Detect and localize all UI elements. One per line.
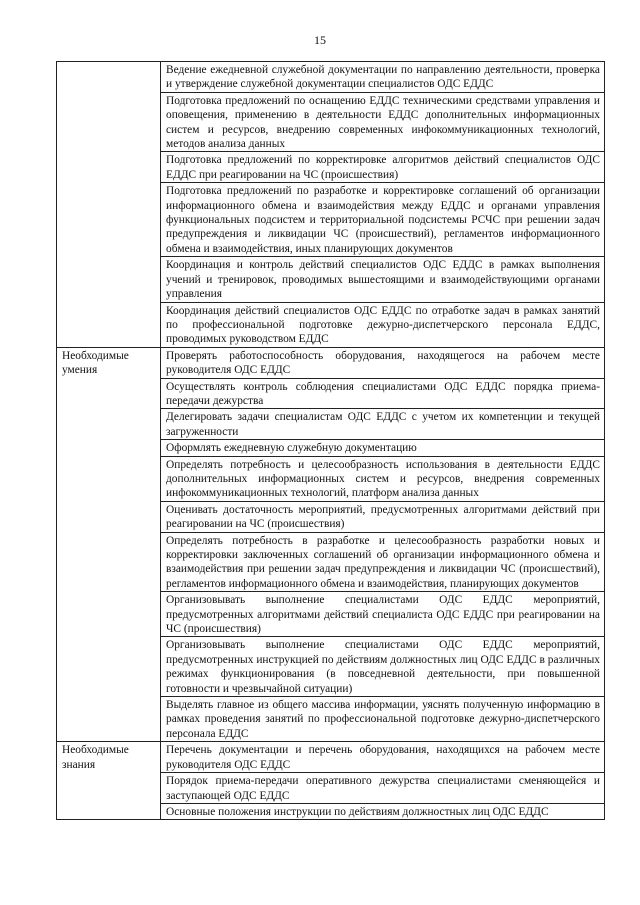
table-row [57, 347, 605, 378]
requirement-text: Организовывать выполнение специалистами ОДС ЕДДС мероприятий, предусмотренных алгоритмами действий специалиста ОДС ЕДДС при реагировании на ЧС (происшествия) [161, 592, 605, 637]
requirement-text: Осуществлять контроль соблюдения специалистами ОДС ЕДДС порядка приема-передачи дежурства [161, 378, 605, 409]
requirement-text: Подготовка предложений по корректировке алгоритмов действий специалистов ОДС ЕДДС при реагировании на ЧС (происшествия) [161, 152, 605, 183]
competency-table [56, 61, 605, 820]
requirement-text: Определять потребность и целесообразность использования в деятельности ЕДДС дополнительных информационных систем и ресурсов, внедрения современных инфокоммуникационных технологий, платформ анализа данных [161, 456, 605, 501]
requirement-text: Координация и контроль действий специалистов ОДС ЕДДС в рамках выполнения учений и тренировок, проводимых вышестоящими и взаимодействующими органами управления [161, 257, 605, 302]
requirement-text: Оценивать достаточность мероприятий, предусмотренных алгоритмами действий при реагировании на ЧС (происшествия) [161, 501, 605, 532]
section-label [57, 62, 161, 348]
requirement-text: Организовывать выполнение специалистами ОДС ЕДДС мероприятий, предусмотренных инструкцией по действиям должностных лиц ОДС ЕДДС в различных режимах функционирования (в повседневной деятельности, при повышенной готовности и чрезвычайной ситуации) [161, 637, 605, 697]
table-row [57, 742, 605, 773]
requirement-text: Порядок приема-передачи оперативного дежурства специалистами сменяющейся и заступающей ОДС ЕДДС [161, 773, 605, 804]
requirement-text: Подготовка предложений по оснащению ЕДДС техническими средствами управления и оповещения, применению в деятельности ЕДДС дополнительных информационных систем и ресурсов, внедрению современных инфокоммуникационных технологий, методов анализа данных [161, 92, 605, 152]
requirement-text: Подготовка предложений по разработке и корректировке соглашений об организации информационного обмена и взаимодействия между ЕДДС и органами управления функциональных подсистем и территориальной подсистемы РСЧС при решении задач предупреждения и ликвидации ЧС (происшествий), регламентов информационного обмена и взаимодействия, иных планирующих документов [161, 183, 605, 257]
requirement-text: Основные положения инструкции по действиям должностных лиц ОДС ЕДДС [161, 803, 605, 819]
requirement-text: Выделять главное из общего массива информации, уяснять полученную информацию в рамках проведения занятий по профессиональной подготовке дежурно-диспетчерского персонала ЕДДС [161, 697, 605, 742]
requirement-text: Проверять работоспособность оборудования, находящегося на рабочем месте руководителя ОДС ЕДДС [161, 347, 605, 378]
table-row [57, 62, 605, 93]
table-body [57, 62, 605, 820]
section-label: Необходимые умения [57, 347, 161, 742]
requirement-text: Перечень документации и перечень оборудования, находящихся на рабочем месте руководителя ОДС ЕДДС [161, 742, 605, 773]
page-number: 15 [314, 33, 326, 47]
requirement-text: Делегировать задачи специалистам ОДС ЕДДС с учетом их компетенции и текущей загруженности [161, 409, 605, 440]
requirement-text: Определять потребность в разработке и целесообразность разработки новых и корректировки заключенных соглашений об организации информационного обмена и взаимодействия при решении задач предупреждения и ликвидации ЧС (происшествий), регламентов информационного обмена и взаимодействия, планирующих документов [161, 532, 605, 592]
requirement-text: Ведение ежедневной служебной документации по направлению деятельности, проверка и утверждение служебной документации специалистов ОДС ЕДДС [161, 62, 605, 93]
requirement-text: Оформлять ежедневную служебную документацию [161, 440, 605, 456]
requirement-text: Координация действий специалистов ОДС ЕДДС по отработке задач в рамках занятий по профессиональной подготовке дежурно-диспетчерского персонала ЕДДС, проводимых руководством ЕДДС [161, 302, 605, 347]
section-label: Необходимые знания [57, 742, 161, 820]
